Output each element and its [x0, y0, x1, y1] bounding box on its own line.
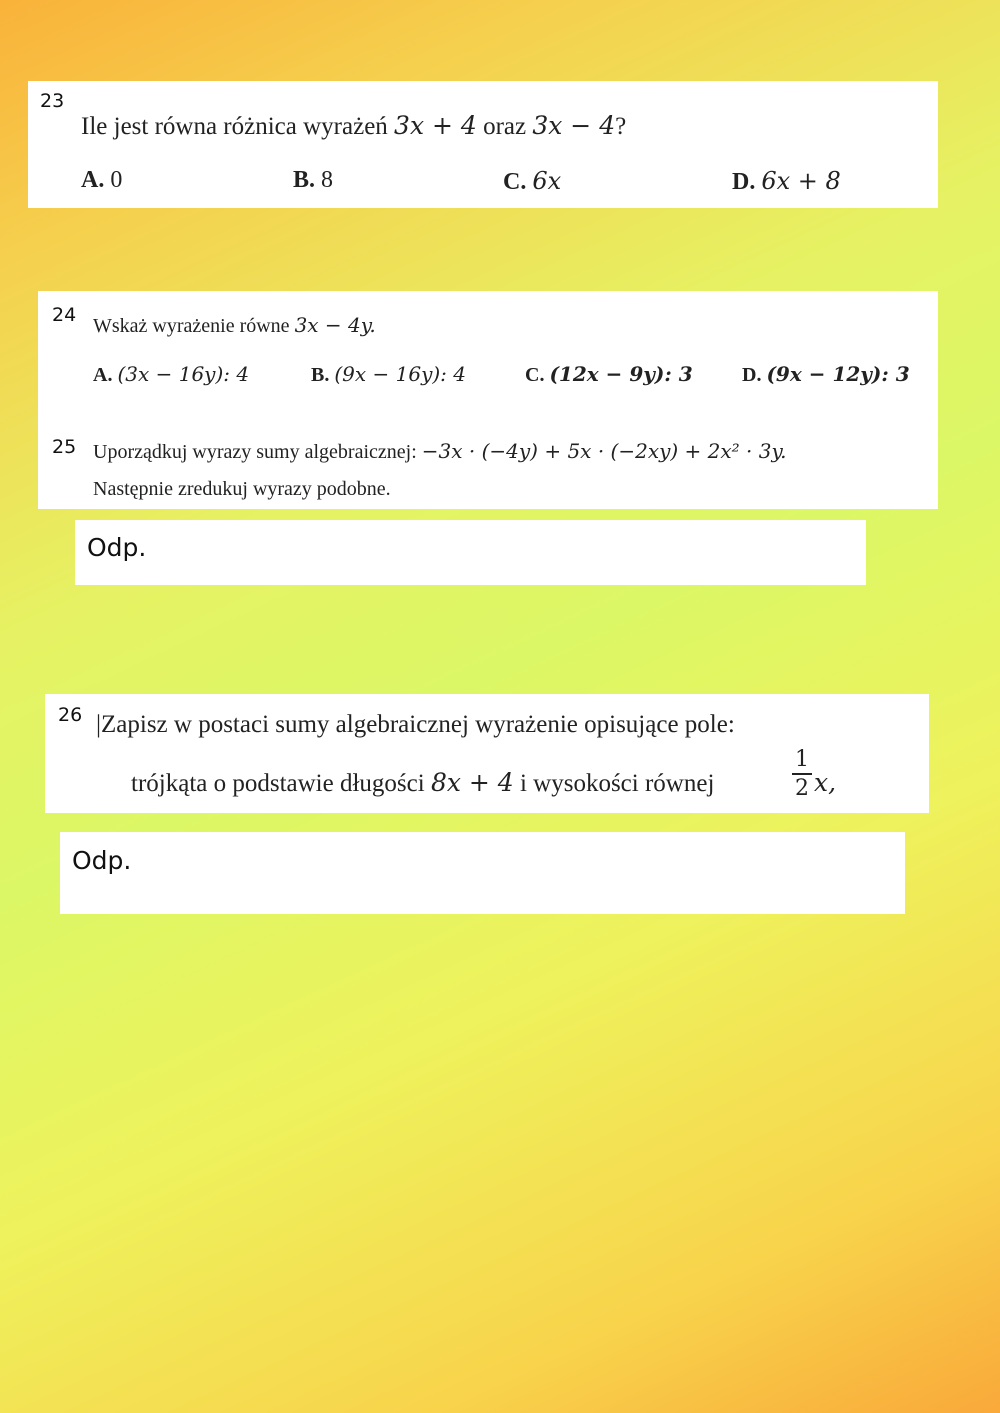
question-23-number: 23 — [36, 90, 68, 112]
question-24-number: 24 — [48, 304, 80, 326]
fraction-denominator: 2 — [795, 775, 809, 801]
question-23-option-b: B. 8 — [293, 167, 334, 193]
question-23-text: Ile jest równa różnica wyrażeń 3x + 4 oraz 3x − 4? — [81, 111, 627, 140]
answer-box-25[interactable] — [75, 520, 866, 585]
question-26-fraction-suffix: x, — [814, 768, 837, 797]
question-24-option-d: D. (9x − 12y): 3 — [742, 362, 910, 386]
question-23-option-a: A. 0 — [81, 167, 123, 193]
answer-label-26: Odp. — [72, 846, 132, 875]
question-26-line1: |Zapisz w postaci sumy algebraicznej wyrażenie opisujące pole: — [96, 711, 735, 738]
question-26-fraction — [792, 747, 812, 801]
question-26-line2: trójkąta o podstawie długości 8x + 4 i wysokości równej — [131, 768, 715, 797]
answer-label-25: Odp. — [87, 533, 147, 562]
question-24-text: Wskaż wyrażenie równe 3x − 4y. — [93, 313, 376, 337]
question-25-number: 25 — [48, 436, 80, 458]
fraction-numerator: 1 — [795, 747, 809, 772]
question-24-option-b: B. (9x − 16y): 4 — [311, 362, 466, 386]
question-23-option-c: C. 6x — [503, 167, 562, 195]
question-26-number: 26 — [54, 704, 86, 726]
question-23-option-d: D. 6x + 8 — [732, 167, 841, 195]
question-24-option-a: A. (3x − 16y): 4 — [93, 362, 250, 386]
answer-box-26[interactable] — [60, 832, 905, 914]
question-25-line2: Następnie zredukuj wyrazy podobne. — [93, 478, 391, 500]
question-24-option-c: C. (12x − 9y): 3 — [525, 362, 693, 386]
fraction-bar — [792, 773, 812, 775]
question-25-text: Uporządkuj wyrazy sumy algebraicznej: −3x · (−4y) + 5x · (−2xy) + 2x² · 3y. — [93, 439, 787, 463]
